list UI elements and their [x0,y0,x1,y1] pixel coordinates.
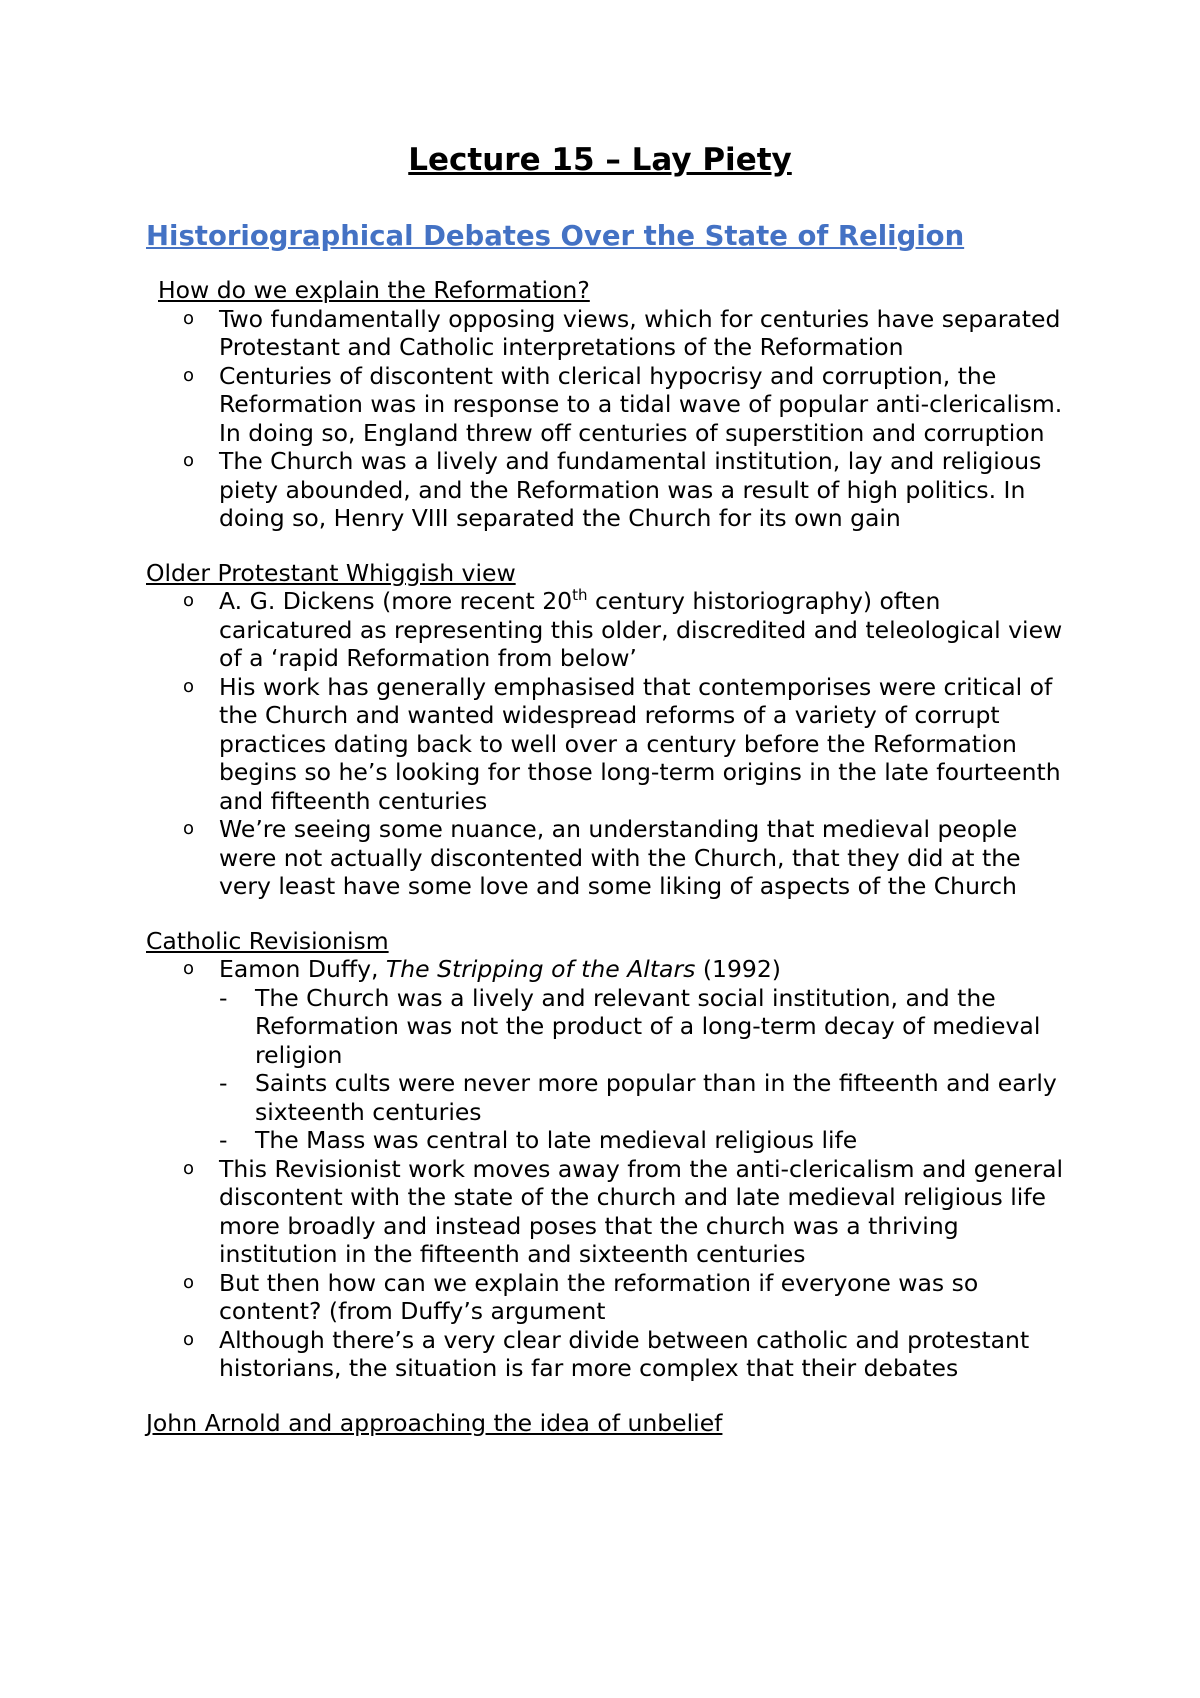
bullet-marker: o [183,1157,195,1179]
lecture-title: Lecture 15 – Lay Piety [408,142,792,178]
question-list [146,305,1076,533]
list-item: o The Church was a lively and fundamental institution, lay and religious piety abounded, and the Reformation was a result of high politics. In doing so, Henry VIII separated the Church for its own gain [183,447,1042,532]
list-item: o But then how can we explain the reformation if everyone was so content? (from Duffy’s argument [183,1268,979,1325]
dash-marker: - [219,1126,228,1154]
catholic-list [146,955,1076,1383]
list-item: o Centuries of discontent with clerical hypocrisy and corruption, the Reformation was in response to a tidal wave of popular anti-clericalism. In doing so, England threw off centuries of superstition and corruption [183,361,1063,447]
bullet-marker: o [183,590,195,611]
book-title: The Stripping of the Altars [385,955,696,983]
list-item: o Eamon Duffy, The Stripping of the Altars (1992) - The Church was a lively and relevant social institution, and the Reformation was not the product of a long-term decay of medieval religion - Saints cults were never more popular than in the fifteenth and early sixteenth centuries - The Mass was central to late medieval religious life [146,955,1076,1155]
list-item: - The Church was a lively and relevant social institution, and the Reformation was not the product of a long-term decay of medieval religion [219,983,1041,1069]
bullet-marker: o [183,450,195,471]
bullet-marker: o [183,818,195,839]
bullet-marker: o [183,675,195,697]
list-item: o Two fundamentally opposing views, which for centuries have separated Protestant and Catholic interpretations of the Reformation [183,304,1061,361]
bullet-marker: o [183,364,195,386]
list-item: - The Mass was central to late medieval religious life [219,1126,858,1154]
bullet-marker: o [183,307,195,329]
list-item: o Although there’s a very clear divide between catholic and protestant historians, the situation is far more complex that their debates [183,1325,1030,1382]
bullet-marker: o [183,958,195,979]
list-item: o This Revisionist work moves away from the anti-clericalism and general discontent with the state of the church and late medieval religious life more broadly and instead poses that the church was a thriving institution in the fifteenth and sixteenth centuries [183,1154,1064,1268]
list-item: o We’re seeing some nuance, an understanding that medieval people were not actually discontented with the Church, that they did at the very least have some love and some liking of aspects of the Church [183,815,1021,900]
question-heading: How do we explain the Reformation? [158,276,590,304]
list-item: o A. G. Dickens (more recent 20th century historiography) often caricatured as representing this older, discredited and teleological view of a ‘rapid Reformation from below’ [183,586,1063,672]
list-item: - Saints cults were never more popular than in the fifteenth and early sixteenth centuries [219,1069,1057,1126]
catholic-revisionism-heading: Catholic Revisionism [146,926,389,955]
bullet-marker: o [183,1271,195,1293]
list-item: o His work has generally emphasised that contemporises were critical of the Church and wanted widespread reforms of a variety of corrupt practices dating back to well over a century before the Reformation begins so he’s looking for those long-term origins in the late fourteenth and fifteenth centuries [183,672,1061,815]
section-heading: Historiographical Debates Over the State of Religion [146,220,965,252]
bullet-marker: o [183,1328,195,1350]
whiggish-list [146,587,1076,901]
whiggish-heading: Older Protestant Whiggish view [146,558,516,587]
duffy-points [219,984,1076,1155]
dash-marker: - [219,983,228,1012]
dash-marker: - [219,1069,228,1097]
arnold-heading: John Arnold and approaching the idea of unbelief [146,1408,723,1437]
document-body [146,218,1076,1437]
